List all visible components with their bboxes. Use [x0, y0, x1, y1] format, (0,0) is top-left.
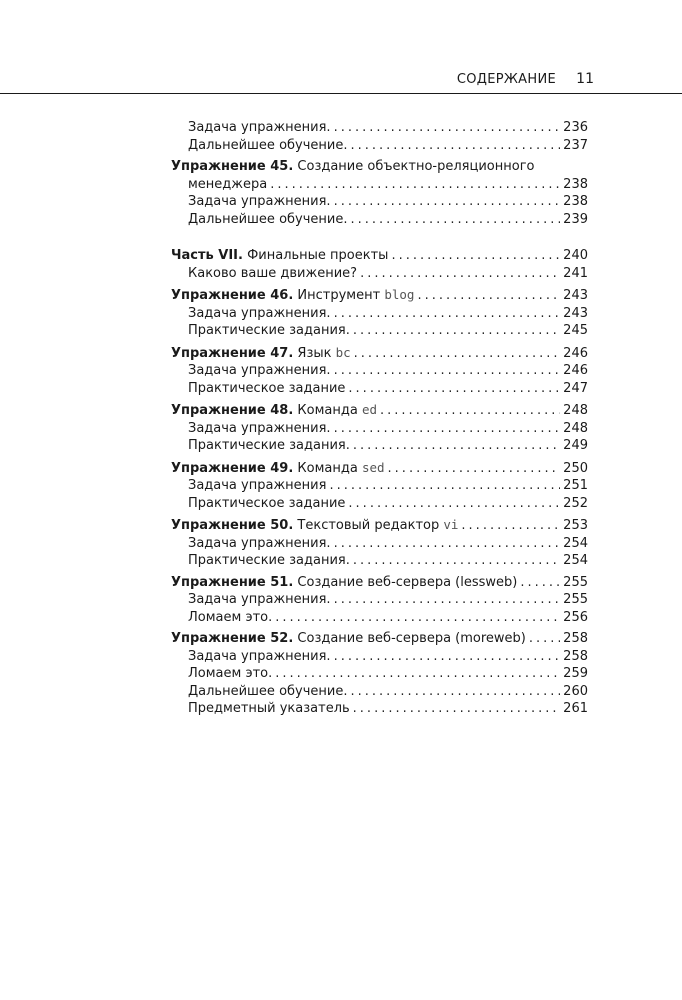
entry-number: Упражнение 48. [171, 403, 294, 418]
toc-subentry[interactable] [171, 265, 588, 283]
toc-entry-label [171, 344, 351, 363]
dot-leader [353, 552, 560, 570]
toc-part-entry[interactable] [171, 247, 588, 265]
dot-leader [351, 211, 561, 229]
toc-subentry[interactable] [171, 609, 588, 627]
entry-title: Команда [293, 460, 362, 476]
entry-page-number: 243 [563, 288, 588, 303]
entry-page-number: 246 [563, 363, 588, 378]
entry-title: Задача упражнения. [188, 120, 331, 135]
toc-subentry[interactable] [171, 591, 588, 609]
toc-subentry[interactable] [171, 665, 588, 683]
dot-leader [348, 380, 560, 398]
entry-page-number: 254 [563, 553, 588, 568]
toc-entry-label [171, 158, 534, 176]
toc-entry-label [188, 193, 331, 211]
entry-code: blog [384, 287, 415, 302]
entry-page-number: 259 [563, 666, 588, 681]
toc-entry-label [188, 211, 348, 229]
toc-subentry[interactable] [171, 193, 588, 211]
dot-leader [334, 648, 561, 666]
toc-entry-label [188, 552, 350, 570]
entry-title: Практическое задание [188, 380, 346, 396]
entry-title: Создание веб-сервера (moreweb) [293, 631, 526, 646]
dot-leader [334, 420, 561, 438]
toc-entry-label [171, 286, 414, 305]
entry-title: Задача упражнения. [188, 420, 331, 436]
entry-page-number: 261 [563, 701, 588, 716]
toc-subentry[interactable] [171, 495, 588, 513]
dot-leader [354, 345, 561, 363]
toc-entry-label [188, 648, 331, 666]
entry-title: Практические задания. [188, 323, 350, 338]
entry-title: Текстовый редактор [293, 518, 444, 533]
toc-subentry[interactable] [171, 437, 588, 455]
entry-title: Задача упражнения. [188, 535, 331, 551]
dot-leader [270, 176, 560, 194]
entry-title: Создание веб-сервера (lessweb) [293, 574, 518, 590]
entry-title: Предметный указатель [188, 701, 350, 716]
toc-entry-label [188, 176, 267, 194]
entry-title: Практические задания. [188, 438, 350, 453]
entry-title: Дальнейшее обучение. [188, 137, 348, 153]
entry-title: менеджера [188, 176, 268, 192]
toc-subentry[interactable] [171, 552, 588, 570]
toc-subentry[interactable] [171, 648, 588, 666]
toc-entry[interactable] [171, 630, 588, 648]
entry-page-number: 245 [563, 323, 588, 338]
toc-subentry[interactable] [171, 420, 588, 438]
entry-page-number: 236 [563, 120, 588, 135]
entry-page-number: 249 [563, 438, 588, 453]
entry-title: Задача упражнения. [188, 305, 331, 321]
toc-entry-label [188, 265, 357, 283]
dot-leader [380, 402, 560, 420]
dot-leader [529, 630, 560, 648]
toc-entry-label [188, 495, 345, 513]
toc-subentry[interactable] [171, 211, 588, 229]
entry-title: Практические задания. [188, 553, 350, 568]
dot-leader [334, 193, 561, 211]
dot-leader [348, 495, 560, 513]
entry-title: Ломаем это. [188, 666, 273, 681]
entry-title: Команда [293, 403, 362, 418]
entry-page-number: 248 [563, 403, 588, 418]
toc-entry-label [188, 380, 345, 398]
page-number: 11 [576, 71, 594, 87]
dot-leader [417, 287, 560, 305]
toc-entry[interactable] [171, 344, 588, 363]
toc-entry-label [188, 322, 350, 340]
dot-leader [351, 683, 561, 701]
toc-entry-label [188, 683, 348, 701]
toc-entry[interactable] [171, 158, 588, 176]
entry-number: Упражнение 49. [171, 460, 294, 476]
entry-page-number: 238 [563, 176, 588, 192]
entry-page-number: 258 [563, 631, 588, 646]
dot-leader [334, 305, 561, 323]
toc-entry-label [171, 459, 385, 478]
entry-page-number: 252 [563, 495, 588, 511]
toc-entry[interactable] [171, 574, 588, 592]
toc-subentry[interactable] [171, 176, 588, 194]
entry-page-number: 254 [563, 535, 588, 551]
entry-page-number: 255 [563, 574, 588, 590]
toc-entry-label [171, 247, 388, 265]
entry-page-number: 253 [563, 518, 588, 533]
toc-entry-label [188, 305, 331, 323]
toc-entry-label [188, 477, 326, 495]
toc-entry-label [188, 119, 331, 137]
toc-entry-label [171, 574, 517, 592]
dot-leader [275, 665, 560, 683]
entry-page-number: 237 [563, 137, 588, 153]
entry-title: Ломаем это. [188, 609, 273, 625]
entry-page-number: 260 [563, 683, 588, 699]
dot-leader [334, 591, 561, 609]
entry-page-number: 239 [563, 211, 588, 227]
toc-subentry[interactable] [171, 535, 588, 553]
dot-leader [388, 460, 561, 478]
header-rule [0, 93, 682, 94]
entry-title: Задача упражнения. [188, 648, 331, 664]
entry-page-number: 246 [563, 345, 588, 361]
toc-entry[interactable] [171, 459, 588, 478]
toc-subentry[interactable] [171, 700, 588, 718]
entry-title: Каково ваше движение? [188, 265, 358, 281]
entry-page-number: 243 [563, 305, 588, 321]
entry-page-number: 258 [563, 648, 588, 664]
toc-subentry[interactable] [171, 380, 588, 398]
entry-title: Язык [293, 345, 336, 361]
dot-leader [520, 574, 560, 592]
entry-number: Упражнение 50. [171, 518, 294, 533]
toc-entry[interactable] [171, 401, 588, 420]
running-header [0, 70, 682, 94]
entry-title: Дальнейшее обучение. [188, 683, 348, 699]
entry-title: Дальнейшее обучение. [188, 211, 348, 227]
table-of-contents [171, 119, 588, 718]
toc-entry-label [171, 401, 377, 420]
entry-number: Упражнение 46. [171, 288, 294, 303]
entry-number: Упражнение 45. [171, 159, 294, 174]
entry-title: Задача упражнения. [188, 363, 331, 378]
entry-page-number: 240 [563, 248, 588, 263]
entry-code: bc [335, 344, 351, 360]
dot-leader [461, 517, 560, 535]
entry-title: Задача упражнения. [188, 194, 331, 209]
entry-code: sed [361, 459, 385, 475]
toc-subentry[interactable] [171, 305, 588, 323]
toc-entry-label [188, 535, 331, 553]
toc-subentry[interactable] [171, 362, 588, 380]
toc-entry-label [188, 665, 272, 683]
entry-page-number: 248 [563, 420, 588, 436]
toc-entry-label [188, 362, 331, 380]
entry-page-number: 250 [563, 460, 588, 476]
toc-entry-label [188, 591, 331, 609]
entry-page-number: 238 [563, 194, 588, 209]
dot-leader [334, 362, 561, 380]
entry-title: Задача упражнения. [188, 592, 331, 607]
toc-subentry[interactable] [171, 322, 588, 340]
dot-leader [334, 119, 561, 137]
entry-page-number: 247 [563, 380, 588, 396]
toc-entry-label [188, 437, 350, 455]
dot-leader [334, 535, 561, 553]
toc-entry[interactable] [171, 516, 588, 535]
toc-subentry[interactable] [171, 683, 588, 701]
toc-entry-label [171, 630, 526, 648]
toc-subentry[interactable] [171, 119, 588, 137]
entry-number: Упражнение 47. [171, 345, 294, 361]
entry-number: Упражнение 52. [171, 631, 294, 646]
dot-leader [329, 477, 560, 495]
dot-leader [275, 609, 560, 627]
dot-leader [353, 700, 561, 718]
section-title: СОДЕРЖАНИЕ [456, 72, 556, 87]
toc-entry-label [188, 700, 350, 718]
dot-leader [353, 437, 560, 455]
entry-title: Инструмент [293, 288, 385, 303]
dot-leader [391, 247, 560, 265]
entry-title: Создание объектно-реляционного [293, 159, 535, 174]
entry-title: Задача упражнения [188, 478, 327, 493]
toc-entry-label [188, 137, 348, 155]
toc-subentry[interactable] [171, 137, 588, 155]
toc-entry-label [188, 609, 272, 627]
entry-page-number: 256 [563, 609, 588, 625]
entry-page-number: 255 [563, 592, 588, 607]
entry-title: Практическое задание [188, 495, 346, 511]
entry-title: Финальные проекты [242, 248, 389, 263]
toc-entry-label [171, 516, 458, 535]
entry-number: Упражнение 51. [171, 574, 294, 590]
dot-leader [360, 265, 560, 283]
toc-subentry[interactable] [171, 477, 588, 495]
entry-number: Часть VII. [171, 248, 243, 263]
toc-entry-label [188, 420, 331, 438]
dot-leader [351, 137, 561, 155]
entry-page-number: 251 [563, 478, 588, 493]
dot-leader [353, 322, 560, 340]
toc-entry[interactable] [171, 286, 588, 305]
entry-code: ed [361, 402, 378, 417]
entry-code: vi [443, 517, 459, 532]
entry-page-number: 241 [563, 265, 588, 281]
